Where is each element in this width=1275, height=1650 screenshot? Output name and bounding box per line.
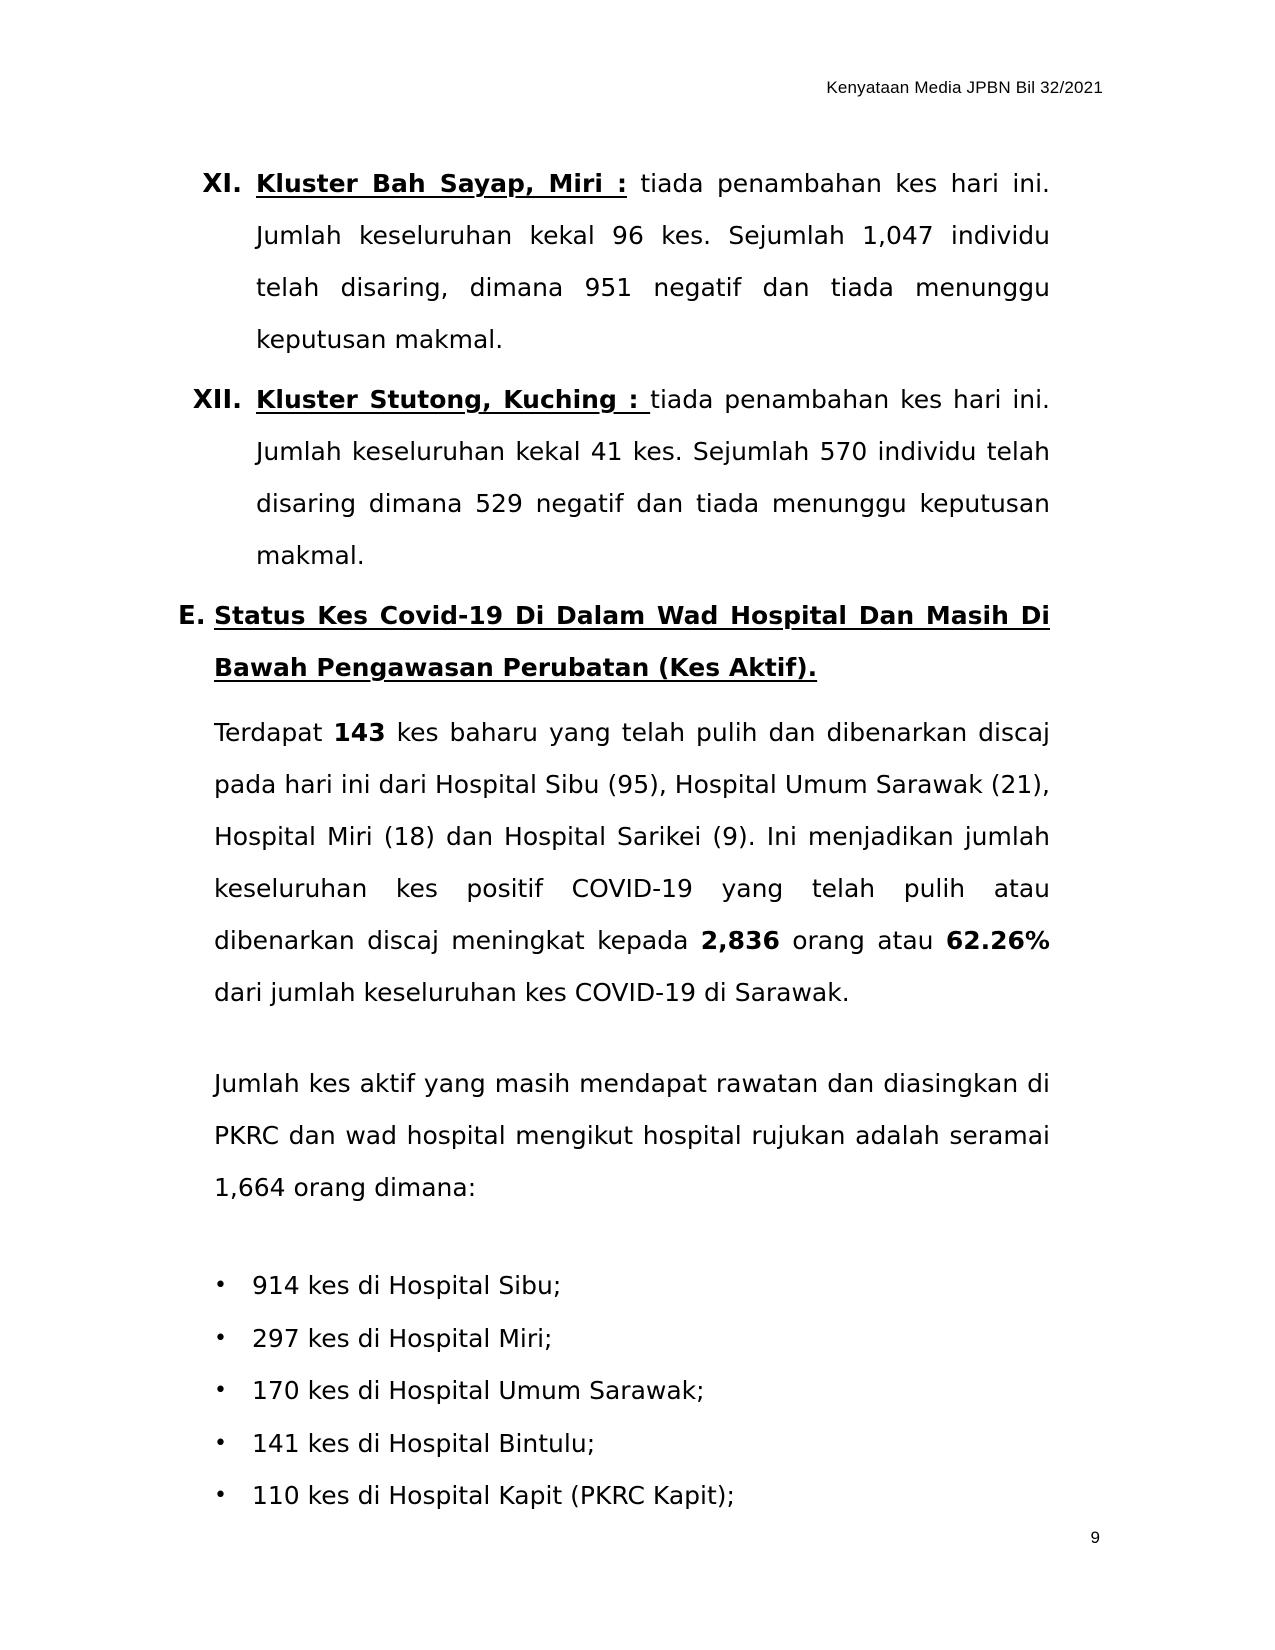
bullet-icon: • — [214, 1273, 227, 1298]
item-xi-text: tiada penambahan kes hari ini. Jumlah keseluruhan kekal 96 kes. Sejumlah 1,047 individu telah disaring, dimana 951 negatif dan tiada menunggu keputusan makmal. — [256, 169, 1050, 354]
recovered-percentage: 62.26% — [945, 926, 1050, 955]
recovery-text-4: dari jumlah keseluruhan kes COVID-19 di Sarawak. — [214, 978, 850, 1007]
item-xi-heading: Kluster Bah Sayap, Miri : — [256, 169, 627, 198]
item-xi-numeral: XI. — [202, 169, 242, 199]
recovered-today-count: 143 — [333, 718, 386, 747]
bullet-icon: • — [214, 1430, 227, 1456]
list-item-text: 141 kes di Hospital Bintulu; — [252, 1428, 596, 1458]
bullet-icon: • — [214, 1325, 227, 1351]
recovery-text-1: Terdapat — [214, 718, 334, 747]
item-xii-heading: Kluster Stutong, Kuching : — [256, 385, 651, 414]
recovery-text-3: orang atau — [779, 926, 946, 955]
bullet-icon: • — [214, 1378, 227, 1403]
list-item — [210, 1418, 735, 1471]
list-item — [210, 1365, 735, 1418]
list-item — [210, 1260, 735, 1313]
bullet-icon: • — [214, 1483, 227, 1508]
item-xii-numeral: XII. — [192, 385, 242, 415]
item-xii-text: tiada penambahan kes hari ini. Jumlah keseluruhan kekal 41 kes. Sejumlah 570 individu telah disaring dimana 529 negatif dan tiada menunggu keputusan makmal. — [256, 385, 1050, 570]
page-number: 9 — [1090, 1528, 1100, 1547]
list-item-text: 110 kes di Hospital Kapit (PKRC Kapit); — [252, 1481, 735, 1510]
active-cases-paragraph: Jumlah kes aktif yang masih mendapat rawatan dan diasingkan di PKRC dan wad hospital mengikut hospital rujukan adalah seramai 1,664 orang dimana: — [214, 1069, 1050, 1202]
list-item — [210, 1470, 735, 1523]
section-e-letter: E. — [178, 601, 206, 631]
list-item-text: 170 kes di Hospital Umum Sarawak; — [252, 1376, 705, 1405]
list-item — [210, 1313, 735, 1366]
item-xi-paragraph — [256, 158, 1050, 366]
recovery-text-2: kes baharu yang telah pulih dan dibenarkan discaj pada hari ini dari Hospital Sibu (95), Hospital Umum Sarawak (21), Hospital Miri (18) dan Hospital Sarikei (9). Ini menjadikan jumlah keseluruhan kes positif COVID-19 yang telah pulih atau dibenarkan discaj meningkat kepada — [214, 718, 1050, 955]
recovery-paragraph — [214, 707, 1050, 1019]
section-e-heading: Status Kes Covid-19 Di Dalam Wad Hospital Dan Masih Di Bawah Pengawasan Perubatan (Kes Aktif). — [214, 601, 1050, 682]
recovered-total-count: 2,836 — [700, 926, 780, 955]
list-item-text: 297 kes di Hospital Miri; — [252, 1323, 553, 1353]
list-item-text: 914 kes di Hospital Sibu; — [252, 1271, 562, 1300]
document-header: Kenyataan Media JPBN Bil 32/2021 — [826, 78, 1103, 97]
hospital-case-list — [210, 1260, 735, 1523]
item-xii-paragraph — [256, 374, 1050, 582]
